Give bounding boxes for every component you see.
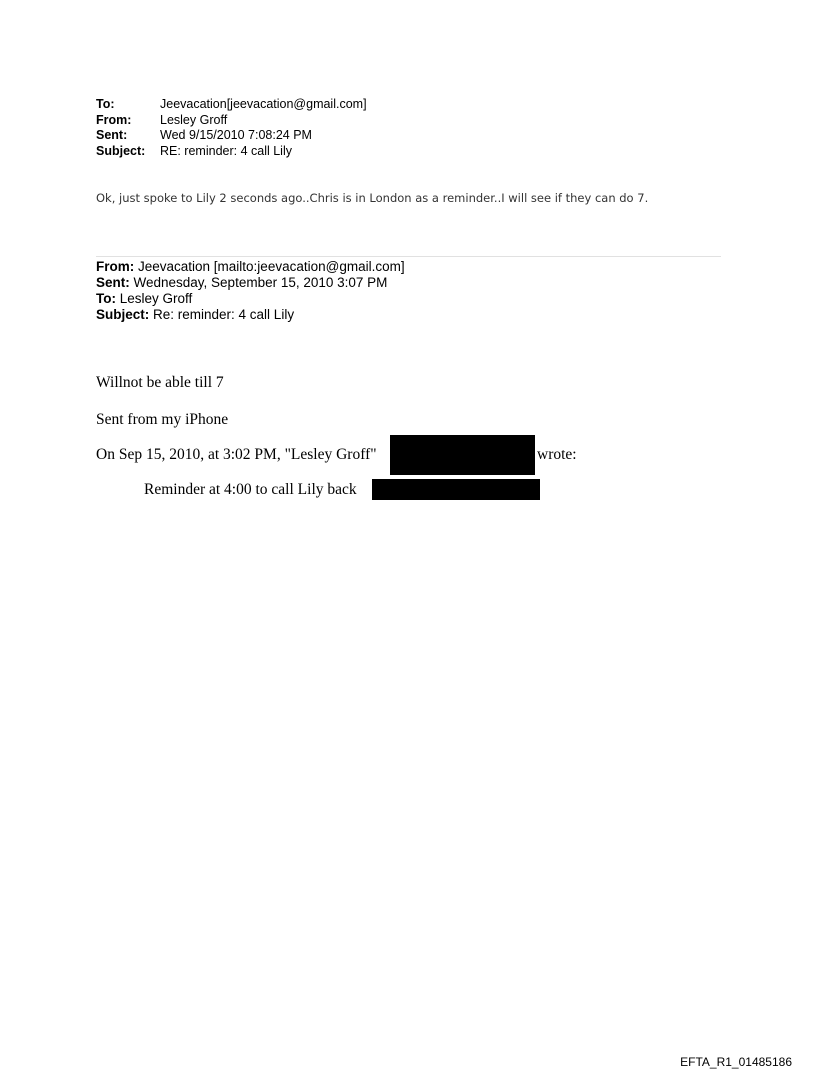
quote-divider — [96, 256, 721, 257]
sent-label: Sent: — [96, 128, 128, 142]
header-from-row — [96, 113, 367, 129]
from-label: From: — [96, 112, 132, 127]
quoted-to-value: Lesley Groff — [116, 291, 193, 306]
quoted-from-label: From: — [96, 259, 135, 274]
quoted-from-value: Jeevacation [mailto:jeevacation@gmail.com] — [134, 259, 405, 274]
header-subject-row — [96, 144, 367, 160]
quoted-body-attribution: On Sep 15, 2010, at 3:02 PM, "Lesley Groff" — [96, 446, 377, 463]
quoted-to-row — [96, 291, 405, 307]
quoted-sent-row — [96, 275, 405, 291]
quoted-sent-label: Sent: — [96, 275, 130, 290]
subject-label: Subject: — [96, 143, 146, 158]
quoted-subject-row — [96, 307, 405, 323]
email-header — [96, 97, 367, 159]
to-value: Jeevacation[jeevacation@gmail.com] — [160, 97, 367, 111]
quoted-body-signature: Sent from my iPhone — [96, 411, 229, 428]
quoted-body-line1: Willnot be able till 7 — [96, 374, 224, 391]
quoted-sent-value: Wednesday, September 15, 2010 3:07 PM — [129, 275, 388, 290]
quoted-from-row — [96, 259, 405, 275]
email-body-message: Ok, just spoke to Lily 2 seconds ago..Chris is in London as a reminder..I will see if they can do 7. — [96, 191, 649, 205]
quoted-body-reminder: Reminder at 4:00 to call Lily back — [144, 481, 357, 498]
to-label: To: — [96, 97, 115, 111]
quoted-header — [96, 259, 405, 323]
quoted-to-label: To: — [96, 291, 116, 306]
header-sent-row — [96, 128, 367, 144]
from-value: Lesley Groff — [160, 112, 228, 127]
redaction-box-reminder — [372, 479, 540, 500]
redaction-box-email — [390, 435, 535, 475]
header-to-row — [96, 97, 367, 113]
quoted-subject-label: Subject: — [96, 307, 150, 322]
document-id: EFTA_R1_01485186 — [680, 1055, 792, 1069]
subject-value: RE: reminder: 4 call Lily — [160, 143, 292, 158]
quoted-body-wrote: wrote: — [537, 446, 577, 463]
quoted-subject-value: Re: reminder: 4 call Lily — [149, 307, 295, 322]
sent-value: Wed 9/15/2010 7:08:24 PM — [160, 128, 312, 142]
